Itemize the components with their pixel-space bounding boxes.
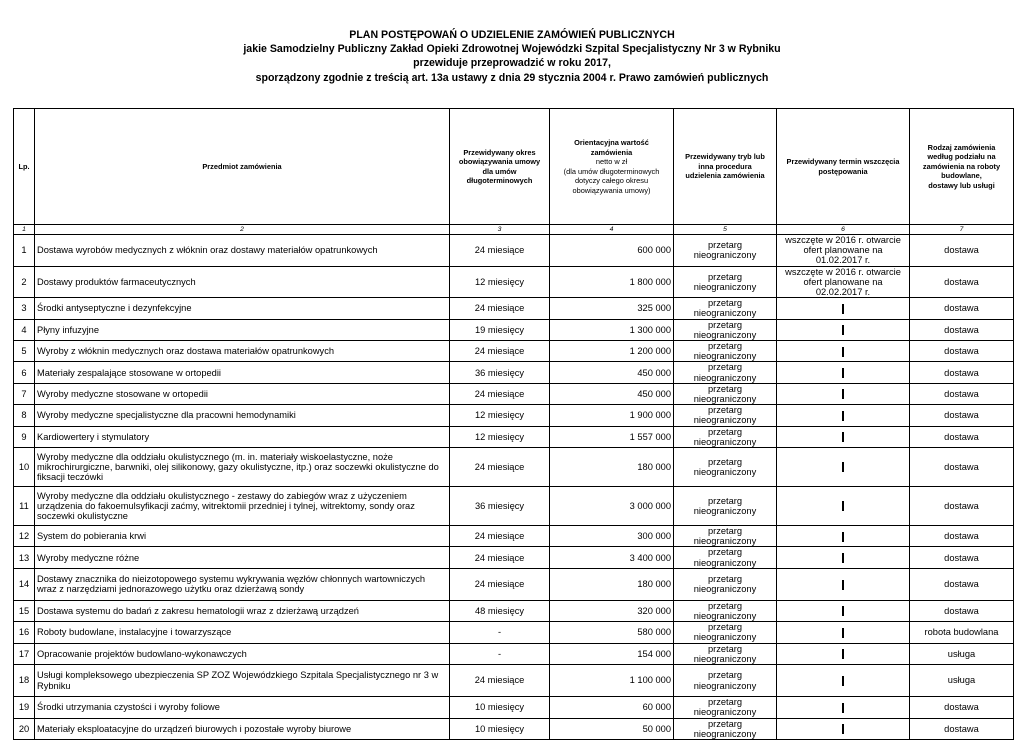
row-subject: Kardiowertery i stymulatory [35,426,450,447]
row-term [777,665,910,697]
row-period: 24 miesiące [450,448,550,487]
row-mode: przetarg nieograniczony [674,448,777,487]
row-value: 580 000 [550,622,674,643]
column-number: 6 [777,225,910,235]
row-kind: dostawa [910,600,1014,621]
table-row [14,235,1014,267]
row-value: 450 000 [550,362,674,383]
row-kind: dostawa [910,526,1014,547]
row-term: wszczęte w 2016 r. otwarcie ofert planowane na 01.02.2017 r. [777,235,910,267]
row-term [777,547,910,568]
header-kind: Rodzaj zamówienia według podziału na zamówienia na roboty budowlane, dostawy lub usługi [910,109,1014,225]
row-mode: przetarg nieograniczony [674,697,777,718]
row-mode: przetarg nieograniczony [674,405,777,426]
table-row [14,568,1014,600]
row-mode: przetarg nieograniczony [674,235,777,267]
row-value: 1 100 000 [550,665,674,697]
row-kind: dostawa [910,298,1014,319]
row-mode: przetarg nieograniczony [674,643,777,664]
table-row [14,298,1014,319]
term-marker [842,724,844,734]
row-kind: dostawa [910,362,1014,383]
row-mode: przetarg nieograniczony [674,622,777,643]
row-period: 12 miesięcy [450,426,550,447]
row-mode: przetarg nieograniczony [674,383,777,404]
row-value: 450 000 [550,383,674,404]
row-lp: 5 [14,341,35,362]
row-value: 3 000 000 [550,487,674,526]
row-value: 1 200 000 [550,341,674,362]
term-marker [842,553,844,563]
term-marker [842,649,844,659]
row-term [777,298,910,319]
row-kind: dostawa [910,235,1014,267]
row-subject: Usługi kompleksowego ubezpieczenia SP ZOZ Wojewódzkiego Szpitala Specjalistycznego nr 3 w Rybniku [35,665,450,697]
row-term [777,426,910,447]
row-mode: przetarg nieograniczony [674,718,777,739]
table-row [14,426,1014,447]
row-lp: 4 [14,319,35,340]
row-period: 24 miesiące [450,235,550,267]
row-period: 10 miesięcy [450,697,550,718]
row-kind: usługa [910,643,1014,664]
table-row [14,547,1014,568]
row-subject: Opracowanie projektów budowlano-wykonawczych [35,643,450,664]
row-period: 24 miesiące [450,341,550,362]
term-marker [842,580,844,590]
row-lp: 6 [14,362,35,383]
row-subject: Wyroby medyczne dla oddziału okulistycznego (m. in. materiały wiskoelastyczne, noże mikrochirurgiczne, barwniki, olej silikonowy, gazy okulistyczne, itp.) oraz soczewki okulistyczne do fiksacji teczówki [35,448,450,487]
row-period: 24 miesiące [450,383,550,404]
row-mode: przetarg nieograniczony [674,341,777,362]
row-subject: Roboty budowlane, instalacyjne i towarzyszące [35,622,450,643]
term-marker [842,703,844,713]
row-term [777,643,910,664]
term-marker [842,501,844,511]
row-term [777,362,910,383]
row-lp: 15 [14,600,35,621]
term-marker [842,676,844,686]
row-subject: Dostawy produktów farmaceutycznych [35,266,450,298]
row-period: - [450,643,550,664]
row-period: 24 miesiące [450,526,550,547]
row-value: 180 000 [550,448,674,487]
header-lp: Lp. [14,109,35,225]
row-term [777,526,910,547]
row-subject: Wyroby medyczne dla oddziału okulistycznego - zestawy do zabiegów wraz z użyczeniem urządzenia do fakoemulsyfikacji zaćmy, witrektomii przedniej i tylnej, witrektomy, sondy oraz soczewki okulistyczne [35,487,450,526]
row-kind: robota budowlana [910,622,1014,643]
table-row [14,697,1014,718]
row-subject: Dostawy znacznika do nieizotopowego systemu wykrywania węzłów chłonnych wartowniczych wraz z narzędziami jednorazowego użytku oraz dzierżawą sondy [35,568,450,600]
column-number: 7 [910,225,1014,235]
table-row [14,643,1014,664]
column-number: 1 [14,225,35,235]
row-term: wszczęte w 2016 r. otwarcie ofert planowane na 02.02.2017 r. [777,266,910,298]
row-subject: Wyroby medyczne stosowane w ortopedii [35,383,450,404]
row-mode: przetarg nieograniczony [674,426,777,447]
row-lp: 7 [14,383,35,404]
row-kind: dostawa [910,487,1014,526]
row-lp: 14 [14,568,35,600]
row-value: 600 000 [550,235,674,267]
row-kind: dostawa [910,448,1014,487]
row-lp: 20 [14,718,35,739]
row-lp: 8 [14,405,35,426]
header-row [14,109,1014,225]
row-term [777,600,910,621]
row-period: 24 miesiące [450,547,550,568]
table-row [14,448,1014,487]
title-line-1: PLAN POSTĘPOWAŃ O UDZIELENIE ZAMÓWIEŃ PUBLICZNYCH [349,29,675,41]
row-period: 24 miesiące [450,298,550,319]
term-marker [842,628,844,638]
column-number: 3 [450,225,550,235]
table-row [14,600,1014,621]
row-term [777,383,910,404]
table-row [14,622,1014,643]
column-number: 4 [550,225,674,235]
row-mode: przetarg nieograniczony [674,665,777,697]
term-marker [842,368,844,378]
row-kind: dostawa [910,718,1014,739]
row-subject: Dostawa systemu do badań z zakresu hematologii wraz z dzierżawą urządzeń [35,600,450,621]
row-period: 48 miesięcy [450,600,550,621]
row-period: - [450,622,550,643]
row-kind: dostawa [910,341,1014,362]
row-value: 3 400 000 [550,547,674,568]
row-term [777,622,910,643]
row-period: 36 miesięcy [450,487,550,526]
row-term [777,718,910,739]
row-period: 24 miesiące [450,665,550,697]
row-subject: System do pobierania krwi [35,526,450,547]
row-kind: dostawa [910,426,1014,447]
row-kind: dostawa [910,697,1014,718]
term-marker [842,347,844,357]
row-value: 50 000 [550,718,674,739]
row-value: 1 900 000 [550,405,674,426]
document-title [0,28,1024,85]
row-term [777,697,910,718]
header-value: Orientacyjna wartość zamówienia netto w zł (dla umów długoterminowych dotyczy całego okresu obowiązywania umowy) [550,109,674,225]
row-lp: 9 [14,426,35,447]
header-subject: Przedmiot zamówienia [35,109,450,225]
row-kind: usługa [910,665,1014,697]
table-row [14,383,1014,404]
title-line-3: przewiduje przeprowadzić w roku 2017, [413,57,611,70]
row-period: 10 miesięcy [450,718,550,739]
row-term [777,568,910,600]
row-subject: Płyny infuzyjne [35,319,450,340]
row-value: 154 000 [550,643,674,664]
row-term [777,405,910,426]
row-value: 300 000 [550,526,674,547]
row-lp: 17 [14,643,35,664]
row-subject: Środki antyseptyczne i dezynfekcyjne [35,298,450,319]
row-lp: 18 [14,665,35,697]
row-value: 180 000 [550,568,674,600]
row-period: 12 miesięcy [450,405,550,426]
table-row [14,405,1014,426]
table-row [14,266,1014,298]
term-marker [842,462,844,472]
row-mode: przetarg nieograniczony [674,600,777,621]
row-mode: przetarg nieograniczony [674,298,777,319]
row-lp: 2 [14,266,35,298]
row-value: 1 300 000 [550,319,674,340]
column-number-row [14,225,1014,235]
row-subject: Wyroby medyczne różne [35,547,450,568]
row-lp: 16 [14,622,35,643]
row-lp: 13 [14,547,35,568]
row-kind: dostawa [910,319,1014,340]
title-line-2: jakie Samodzielny Publiczny Zakład Opieki Zdrowotnej Wojewódzki Szpital Specjalistyczny Nr 3 w Rybniku [243,43,781,56]
term-marker [842,325,844,335]
row-kind: dostawa [910,568,1014,600]
header-mode: Przewidywany tryb lub inna procedura udzielenia zamówienia [674,109,777,225]
term-marker [842,389,844,399]
table-row [14,487,1014,526]
table-row [14,718,1014,739]
row-value: 320 000 [550,600,674,621]
row-subject: Dostawa wyrobów medycznych z włóknin oraz dostawy materiałów opatrunkowych [35,235,450,267]
table-row [14,526,1014,547]
row-mode: przetarg nieograniczony [674,526,777,547]
column-number: 5 [674,225,777,235]
row-mode: przetarg nieograniczony [674,547,777,568]
row-mode: przetarg nieograniczony [674,568,777,600]
row-period: 24 miesiące [450,568,550,600]
column-number: 2 [35,225,450,235]
row-mode: przetarg nieograniczony [674,487,777,526]
term-marker [842,411,844,421]
row-lp: 1 [14,235,35,267]
term-marker [842,304,844,314]
row-mode: przetarg nieograniczony [674,266,777,298]
header-term: Przewidywany termin wszczęcia postępowania [777,109,910,225]
row-lp: 3 [14,298,35,319]
table-row [14,341,1014,362]
row-value: 1 800 000 [550,266,674,298]
row-term [777,487,910,526]
row-period: 12 miesięcy [450,266,550,298]
title-line-4: sporządzony zgodnie z treścią art. 13a ustawy z dnia 29 stycznia 2004 r. Prawo zamówień publicznych [255,71,769,84]
row-period: 19 miesięcy [450,319,550,340]
row-kind: dostawa [910,547,1014,568]
term-marker [842,432,844,442]
row-value: 325 000 [550,298,674,319]
row-lp: 12 [14,526,35,547]
row-lp: 11 [14,487,35,526]
table-row [14,362,1014,383]
row-mode: przetarg nieograniczony [674,362,777,383]
term-marker [842,606,844,616]
row-mode: przetarg nieograniczony [674,319,777,340]
row-kind: dostawa [910,266,1014,298]
term-marker [842,532,844,542]
row-kind: dostawa [910,383,1014,404]
row-term [777,341,910,362]
procurement-plan-table [13,108,1014,740]
row-value: 1 557 000 [550,426,674,447]
row-lp: 19 [14,697,35,718]
row-subject: Materiały zespalające stosowane w ortopedii [35,362,450,383]
row-period: 36 miesięcy [450,362,550,383]
row-term [777,448,910,487]
table-row [14,319,1014,340]
row-term [777,319,910,340]
row-value: 60 000 [550,697,674,718]
row-lp: 10 [14,448,35,487]
row-subject: Wyroby z włóknin medycznych oraz dostawa materiałów opatrunkowych [35,341,450,362]
header-period: Przewidywany okres obowiązywania umowy dla umów długoterminowych [450,109,550,225]
row-subject: Wyroby medyczne specjalistyczne dla pracowni hemodynamiki [35,405,450,426]
table-body [14,235,1014,740]
row-kind: dostawa [910,405,1014,426]
table-row [14,665,1014,697]
row-subject: Środki utrzymania czystości i wyroby foliowe [35,697,450,718]
row-subject: Materiały eksploatacyjne do urządzeń biurowych i pozostałe wyroby biurowe [35,718,450,739]
